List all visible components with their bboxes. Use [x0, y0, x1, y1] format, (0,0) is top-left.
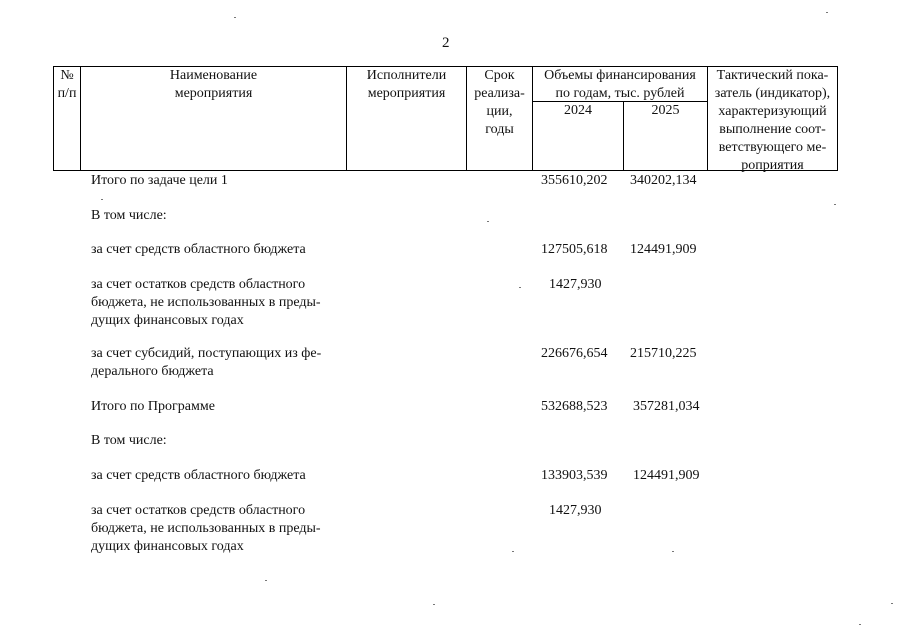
row-label: за счет средств областного бюджета	[91, 468, 306, 483]
header-name: Наименование мероприятия	[169, 68, 258, 101]
value-2025: 215710,225	[630, 346, 697, 361]
header-executors: Исполнители мероприятия	[366, 68, 447, 101]
row-label: за счет субсидий, поступающих из фе- дерального бюджета	[91, 346, 322, 379]
header-no: № п/п	[57, 68, 77, 101]
page-number: 2	[442, 35, 450, 51]
row-label: В том числе:	[91, 208, 167, 223]
header-financing: Объемы финансирования по годам, тыс. рублей	[544, 68, 696, 101]
value-2024: 127505,618	[541, 242, 608, 257]
row-label: В том числе:	[91, 433, 167, 448]
header-year-2025: 2025	[651, 103, 680, 118]
value-2025: 124491,909	[633, 468, 700, 483]
row-label: за счет средств областного бюджета	[91, 242, 306, 257]
header-term: Срок реализа- ции, годы	[474, 68, 525, 137]
row-label: за счет остатков средств областного бюджета, не использованных в преды- дущих финансовых годах	[91, 503, 321, 554]
row-label: Итого по задаче цели 1	[91, 173, 228, 188]
row-label: Итого по Программе	[91, 399, 215, 414]
value-2024: 355610,202	[541, 173, 608, 188]
value-2024: 133903,539	[541, 468, 608, 483]
value-2024: 1427,930	[549, 503, 602, 518]
value-2024: 226676,654	[541, 346, 608, 361]
value-2025: 340202,134	[630, 173, 697, 188]
value-2025: 124491,909	[630, 242, 697, 257]
header-indicator: Тактический пока- затель (индикатор), характеризующий выполнение соот- ветствующего ме- роприятия	[714, 68, 831, 173]
value-2025: 357281,034	[633, 399, 700, 414]
value-2024: 532688,523	[541, 399, 608, 414]
value-2024: 1427,930	[549, 277, 602, 292]
row-label: за счет остатков средств областного бюджета, не использованных в преды- дущих финансовых годах	[91, 277, 321, 328]
header-year-2024: 2024	[564, 103, 592, 118]
